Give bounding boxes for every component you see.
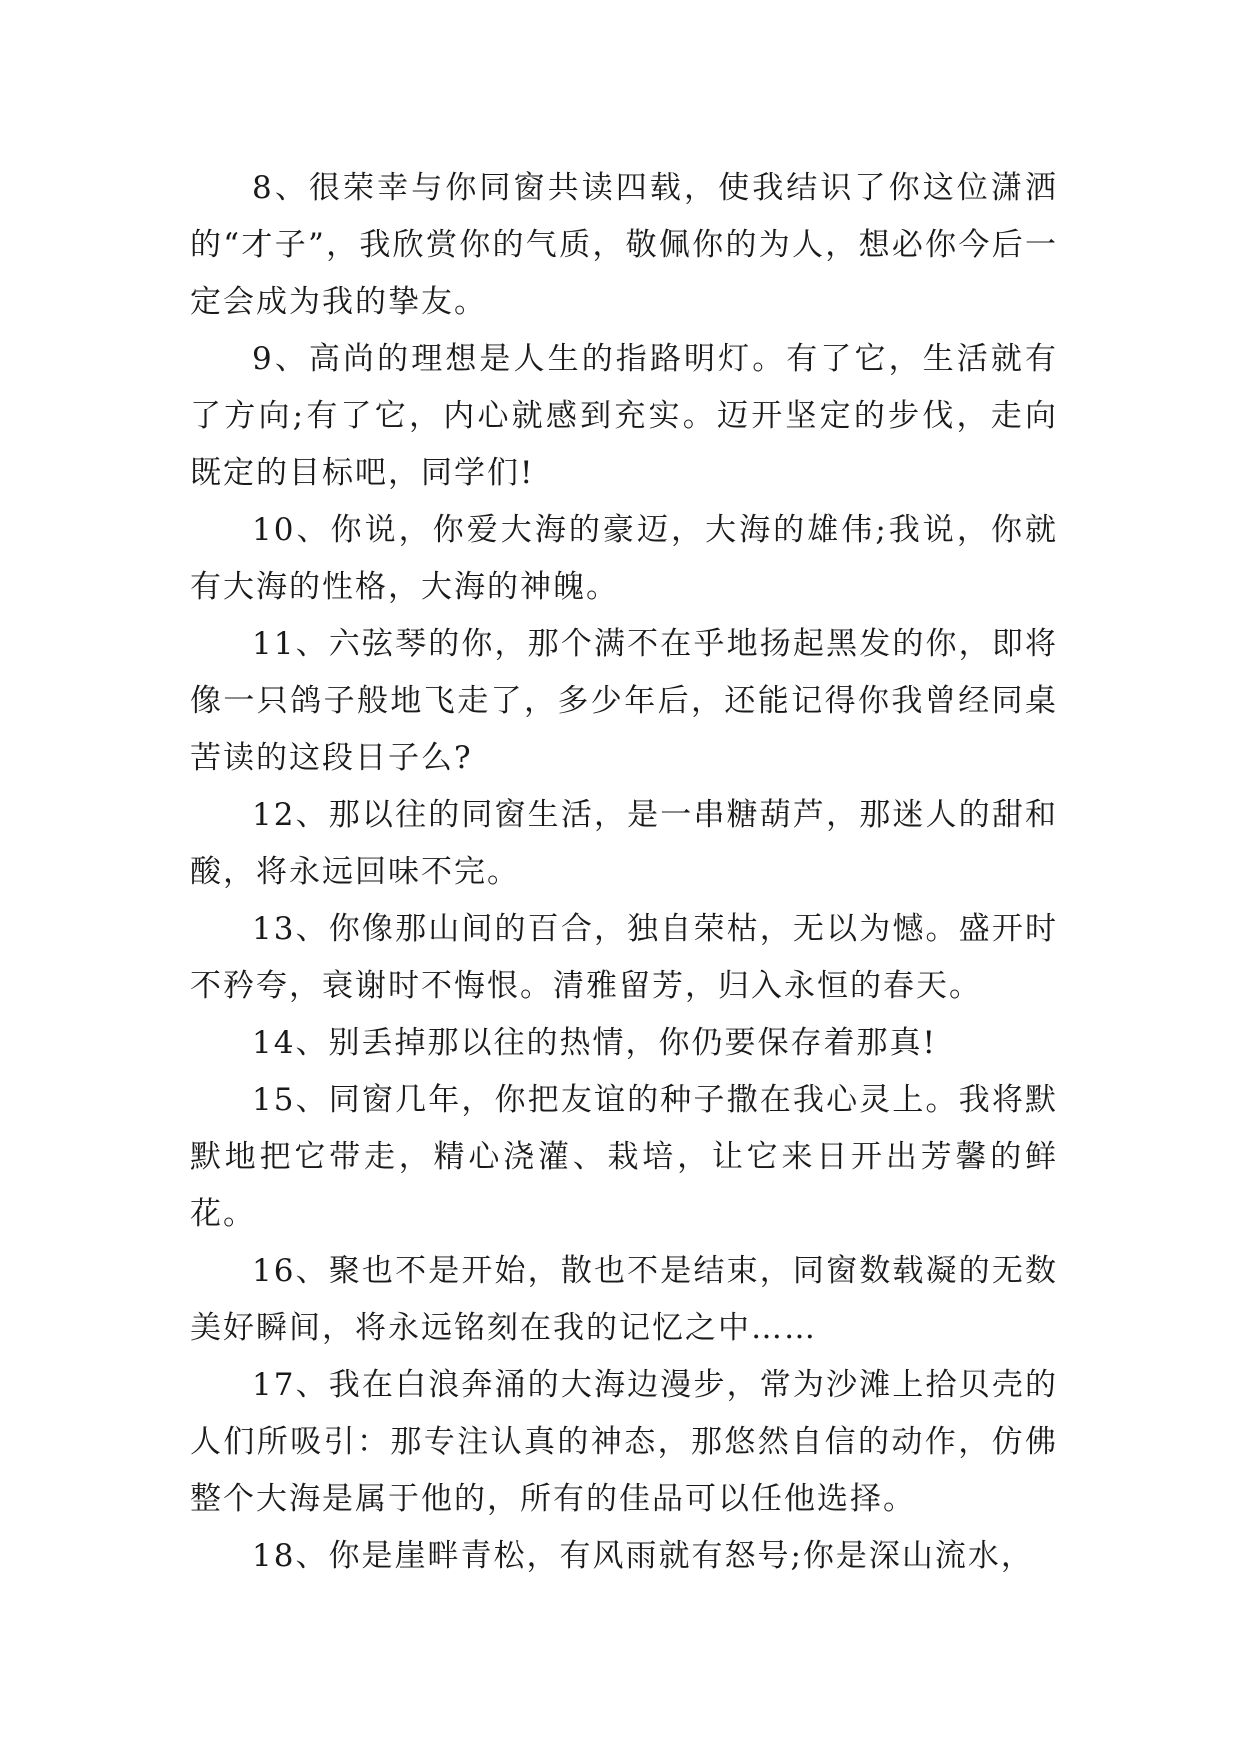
paragraph-14: 14、别丢掉那以往的热情，你仍要保存着那真! — [252, 1025, 937, 1061]
paragraph-13: 13、你像那山间的百合，独自荣枯，无以为憾。盛开时不矜夸，衰谢时不悔恨。清雅留芳，归入永恒的春天。 — [190, 911, 1058, 1004]
paragraph-8: 8、很荣幸与你同窗共读四载，使我结识了你这位潇洒的“才子”，我欣赏你的气质，敬佩你的为人，想必你今后一定会成为我的挚友。 — [190, 170, 1058, 320]
paragraph-17: 17、我在白浪奔涌的大海边漫步，常为沙滩上拾贝壳的人们所吸引：那专注认真的神态，那悠然自信的动作，仿佛整个大海是属于他的，所有的佳品可以任他选择。 — [190, 1367, 1058, 1517]
paragraph-12: 12、那以往的同窗生活，是一串糖葫芦，那迷人的甜和酸，将永远回味不完。 — [190, 797, 1058, 890]
paragraph-18: 18、你是崖畔青松，有风雨就有怒号;你是深山流水， — [252, 1538, 1034, 1574]
document-body — [190, 160, 1058, 1585]
paragraph-11: 11、六弦琴的你，那个满不在乎地扬起黑发的你，即将像一只鸽子般地飞走了，多少年后，还能记得你我曾经同桌苦读的这段日子么? — [190, 626, 1058, 776]
paragraph-16: 16、聚也不是开始，散也不是结束，同窗数载凝的无数美好瞬间，将永远铭刻在我的记忆之中…… — [190, 1253, 1058, 1346]
paragraph-15: 15、同窗几年，你把友谊的种子撒在我心灵上。我将默默地把它带走，精心浇灌、栽培，让它来日开出芳馨的鲜花。 — [190, 1082, 1058, 1232]
paragraph-9: 9、高尚的理想是人生的指路明灯。有了它，生活就有了方向;有了它，内心就感到充实。迈开坚定的步伐，走向既定的目标吧，同学们! — [190, 341, 1058, 491]
paragraph-10: 10、你说，你爱大海的豪迈，大海的雄伟;我说，你就有大海的性格，大海的神魄。 — [190, 512, 1058, 605]
